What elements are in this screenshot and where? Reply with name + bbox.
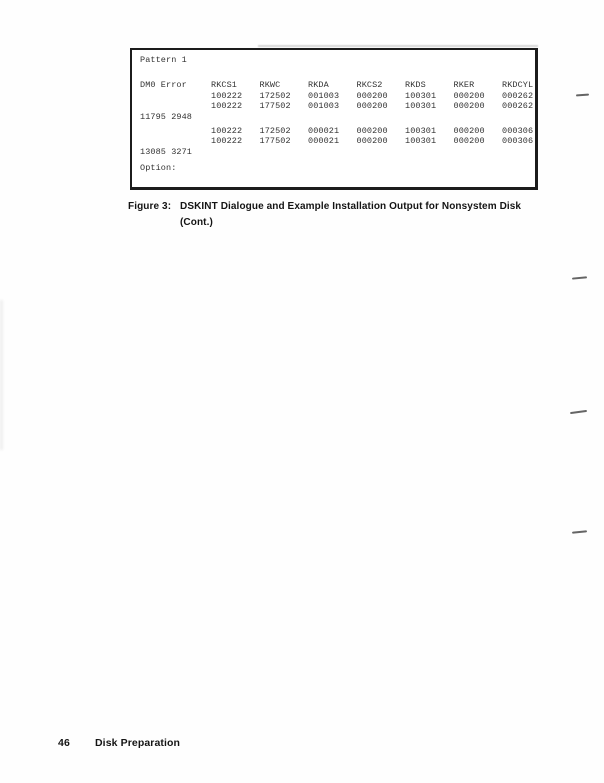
figure-caption — [128, 199, 521, 230]
cell: 000306 — [502, 136, 534, 147]
cell: 000200 — [356, 125, 388, 136]
footer-section-title: Disk Preparation — [95, 737, 181, 749]
cell: 100222 — [211, 101, 243, 112]
table-row — [140, 147, 535, 157]
cell: 000021 — [308, 136, 340, 147]
cell: 000262 — [502, 90, 534, 101]
scan-smudge-left — [0, 300, 3, 450]
row-label — [140, 136, 211, 146]
cell: 000200 — [356, 90, 388, 101]
row-label — [140, 126, 211, 136]
cell: 172502 — [259, 90, 291, 101]
cell: 000200 — [356, 101, 388, 112]
cell: 100301 — [405, 136, 437, 147]
cell: 001003 — [308, 101, 340, 112]
margin-dash-mark — [576, 94, 589, 96]
cell: 000262 — [502, 101, 534, 112]
column-header: RKWC — [259, 80, 281, 91]
margin-dash-mark — [572, 530, 587, 533]
cell: 000021 — [308, 125, 340, 136]
table-row — [140, 112, 535, 122]
figure-caption-text — [180, 199, 521, 230]
figure-number-label: Figure 3: — [128, 201, 172, 212]
table-row — [140, 126, 535, 136]
table-header-row — [140, 80, 535, 90]
page-number: 46 — [58, 737, 70, 749]
cell: 000200 — [453, 136, 485, 147]
column-header: RKCS2 — [356, 80, 383, 91]
cell: 000200 — [453, 101, 485, 112]
table-row — [140, 101, 535, 111]
pattern-line — [140, 55, 535, 65]
table-row — [140, 136, 535, 146]
column-header: RKCS1 — [211, 80, 238, 91]
cell: 100222 — [211, 125, 243, 136]
cell: 100222 — [211, 90, 243, 101]
row-label: 11795 2948 — [140, 111, 193, 122]
cell: 100301 — [405, 101, 437, 112]
cell: 000200 — [453, 125, 485, 136]
row-label — [140, 91, 211, 101]
cell: 100222 — [211, 136, 243, 147]
cell: 000200 — [356, 136, 388, 147]
pattern-label: Pattern 1 — [140, 55, 187, 65]
cell: 100301 — [405, 125, 437, 136]
column-header: RKDS — [405, 80, 426, 91]
page-footer — [58, 737, 180, 749]
option-prompt: Option: — [140, 163, 177, 174]
terminal-output-box — [130, 48, 538, 190]
cell: 172502 — [259, 125, 291, 136]
row-header: DM0 Error — [140, 80, 187, 91]
caption-line-1: DSKINT Dialogue and Example Installation Output for Nonsystem Disk — [180, 201, 522, 212]
column-header: RKER — [453, 80, 475, 91]
cell: 000306 — [502, 125, 534, 136]
scan-smudge-top — [258, 45, 538, 47]
margin-dash-mark — [572, 276, 587, 279]
column-header: RKDCYL — [502, 80, 534, 91]
row-label: 13085 3271 — [140, 146, 193, 157]
cell: 000200 — [453, 90, 485, 101]
margin-dash-mark — [570, 410, 587, 414]
cell: 177502 — [259, 101, 291, 112]
column-header: RKDA — [308, 80, 329, 91]
cell: 177502 — [259, 136, 291, 147]
cell: 001003 — [308, 90, 340, 101]
table-row — [140, 91, 535, 101]
row-label — [140, 101, 211, 111]
caption-line-2: (Cont.) — [180, 216, 213, 228]
option-prompt-line — [140, 163, 535, 173]
cell: 100301 — [405, 90, 437, 101]
